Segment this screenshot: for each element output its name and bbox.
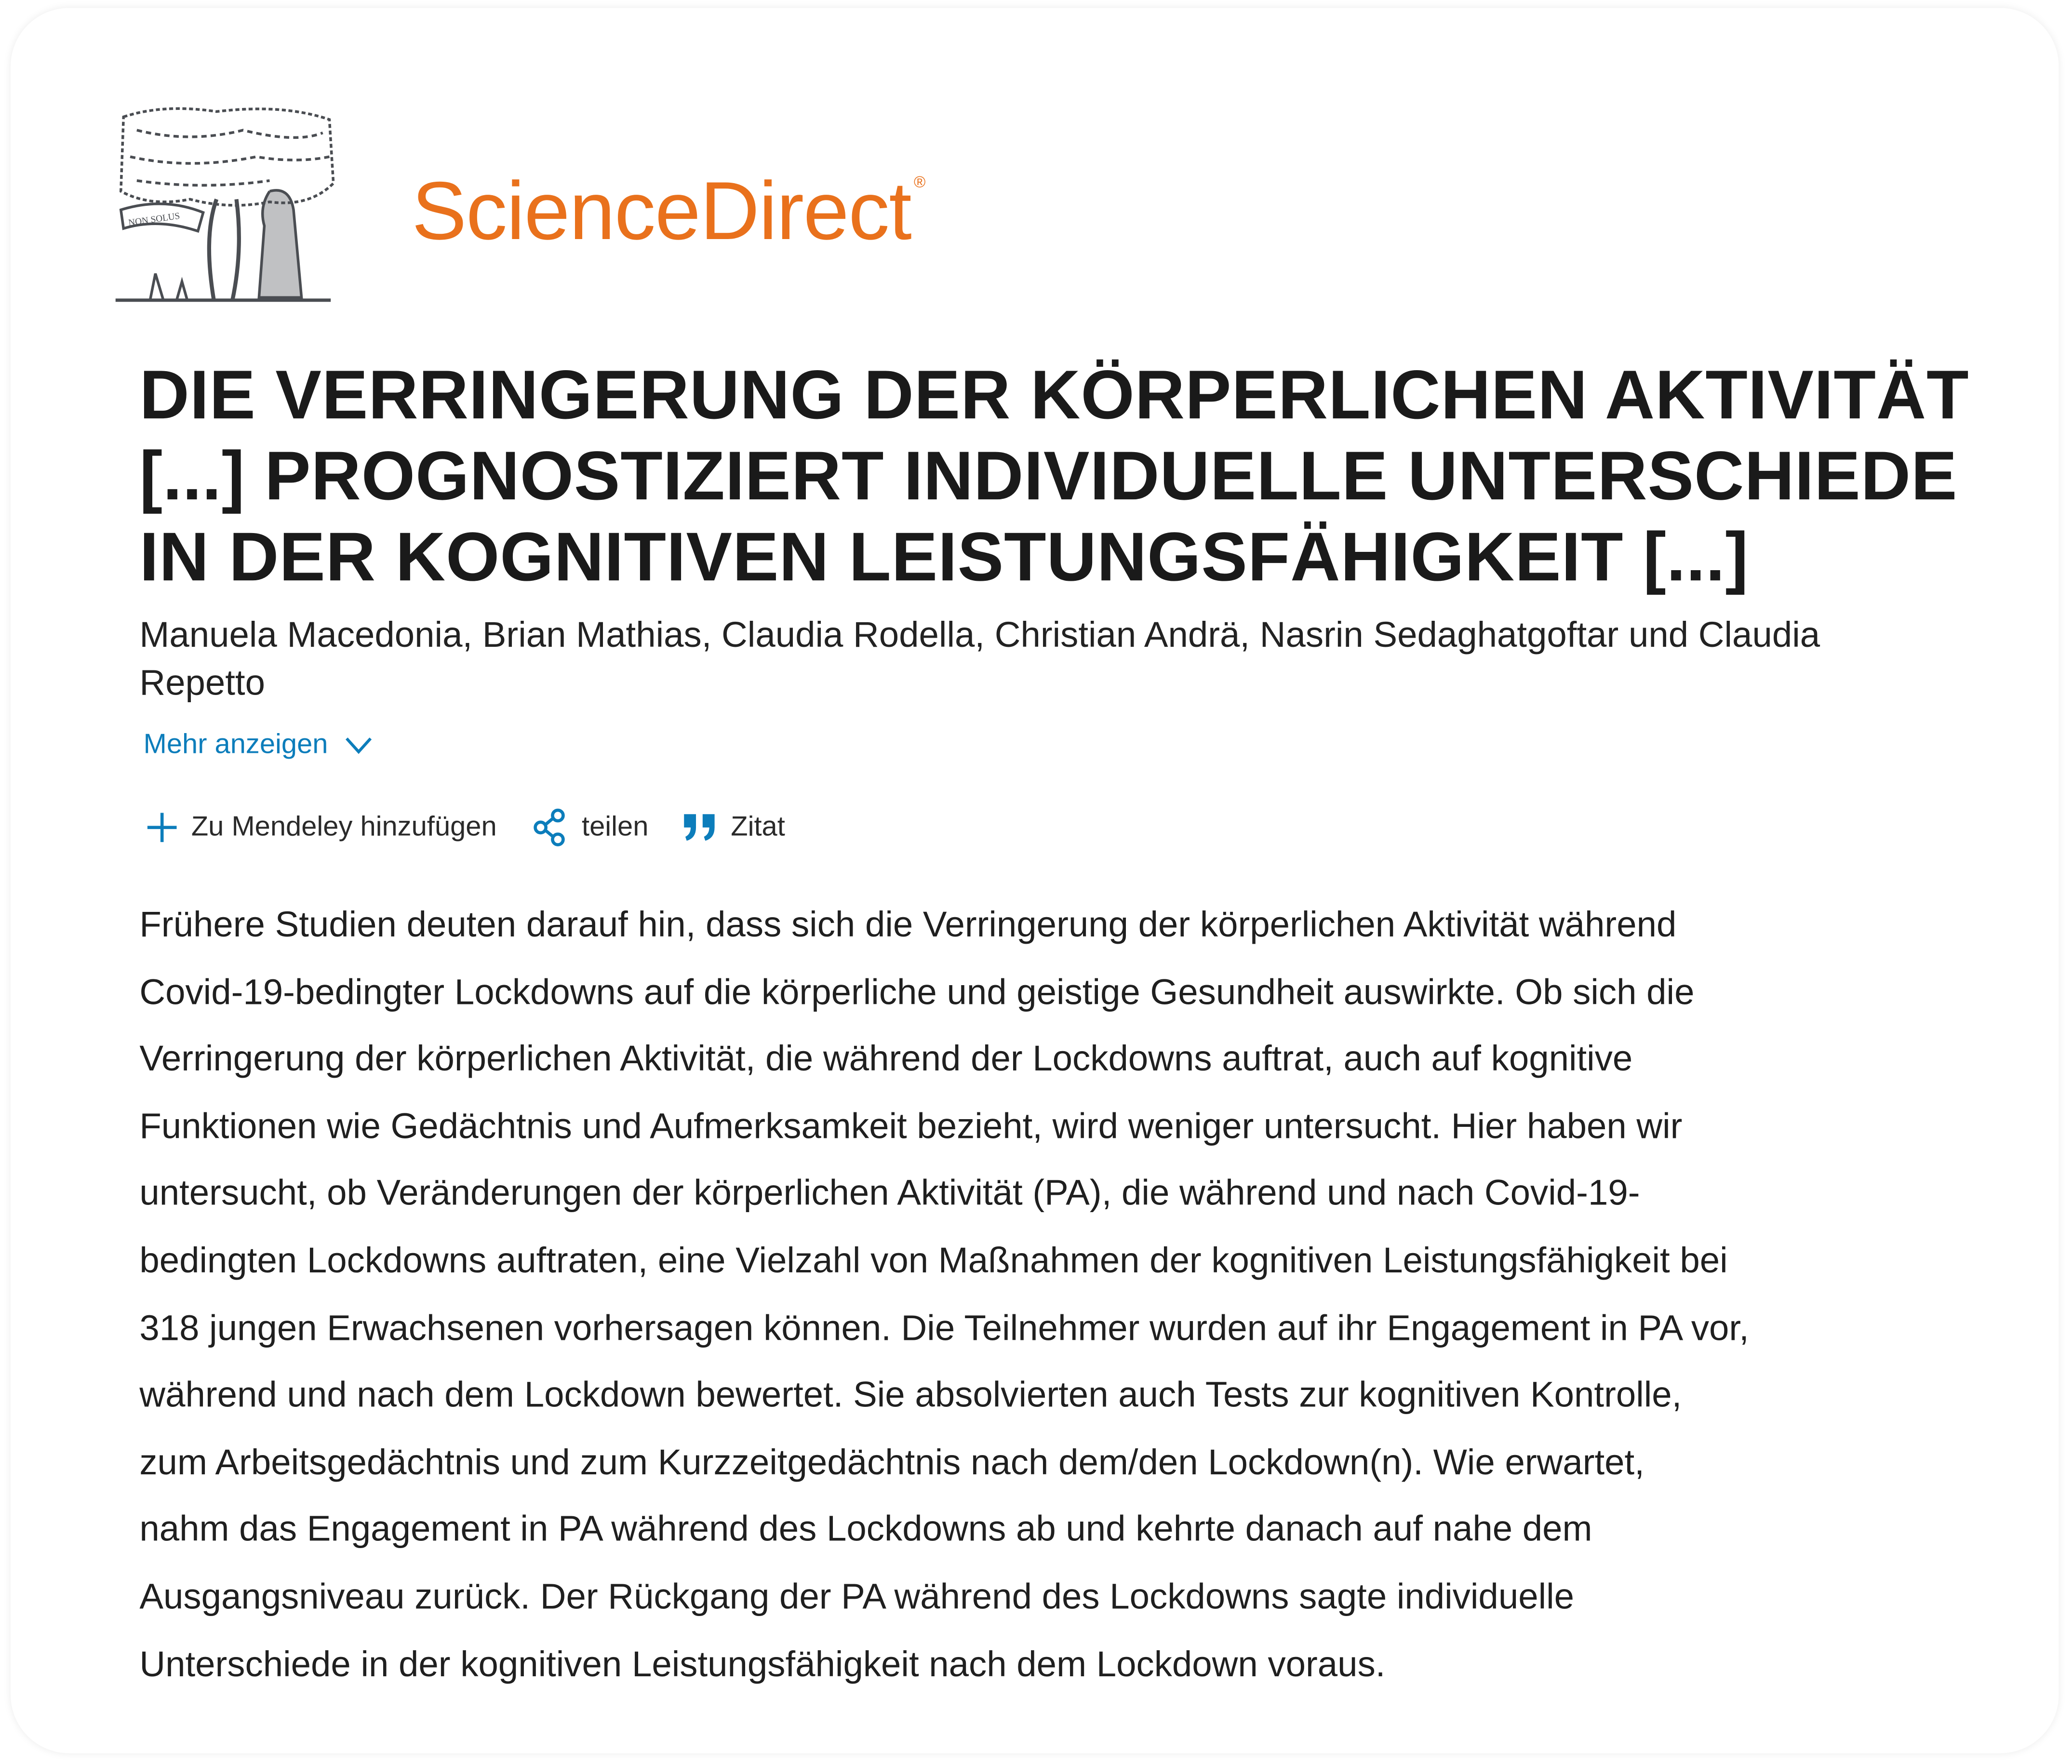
share-label: teilen <box>582 811 649 842</box>
article-actions <box>146 808 819 848</box>
share-icon <box>531 808 568 848</box>
show-more-label: Mehr anzeigen <box>143 729 328 760</box>
add-to-mendeley-label: Zu Mendeley hinzufügen <box>191 811 497 842</box>
abstract-line: Unterschiede in der kognitiven Leistungsfähigkeit nach dem Lockdown voraus. <box>139 1644 1386 1684</box>
abstract-line: bedingten Lockdowns auftraten, eine Vielzahl von Maßnahmen der kognitiven Leistungsfähigkeit bei <box>139 1240 1728 1281</box>
add-to-mendeley-button[interactable] <box>146 812 497 843</box>
abstract-line: Frühere Studien deuten darauf hin, dass sich die Verringerung der körperlichen Aktivität während <box>139 904 1677 945</box>
elsevier-tree-logo <box>110 104 336 306</box>
abstract-line: Ausgangsniveau zurück. Der Rückgang der PA während des Lockdowns sagte individuelle <box>139 1576 1575 1617</box>
abstract <box>139 891 1749 1697</box>
title-line: [...] PROGNOSTIZIERT INDIVIDUELLE UNTERSCHIEDE <box>139 438 1958 516</box>
show-more-button[interactable] <box>144 729 374 761</box>
article-card <box>11 8 2059 1753</box>
cite-label: Zitat <box>731 811 785 842</box>
sciencedirect-logo[interactable] <box>412 165 925 259</box>
chevron-down-icon <box>344 736 374 755</box>
abstract-line: zum Arbeitsgedächtnis und zum Kurzzeitgedächtnis nach dem/den Lockdown(n). Wie erwartet, <box>139 1442 1644 1482</box>
cite-button[interactable] <box>683 812 785 843</box>
abstract-line: 318 jungen Erwachsenen vorhersagen können. Die Teilnehmer wurden auf ihr Engagement in PA vor, <box>139 1308 1749 1348</box>
article-title <box>139 356 1969 599</box>
brand-name: ScienceDirect <box>412 166 911 258</box>
author-list: Manuela Macedonia, Brian Mathias, Claudia Rodella, Christian Andrä, Nasrin Sedaghatgoftar und Claudia Repetto <box>139 615 1820 703</box>
abstract-line: Verringerung der körperlichen Aktivität, die während der Lockdowns auftrat, auch auf kognitive <box>139 1039 1633 1079</box>
plus-icon <box>146 812 178 843</box>
abstract-line: während und nach dem Lockdown bewertet. Sie absolvierten auch Tests zur kognitiven Kontrolle, <box>139 1375 1682 1415</box>
quote-icon <box>683 812 718 843</box>
title-line: DIE VERRINGERUNG DER KÖRPERLICHEN AKTIVITÄT <box>139 357 1969 435</box>
title-line: IN DER KOGNITIVEN LEISTUNGSFÄHIGKEIT [...] <box>139 519 1749 597</box>
abstract-line: untersucht, ob Veränderungen der körperlichen Aktivität (PA), die während und nach Covid-19- <box>139 1173 1640 1214</box>
svg-text:NON SOLUS: NON SOLUS <box>128 211 181 228</box>
share-button[interactable] <box>531 808 648 848</box>
registered-mark: ® <box>913 173 925 191</box>
abstract-line: Funktionen wie Gedächtnis und Aufmerksamkeit bezieht, wird weniger untersucht. Hier haben wir <box>139 1106 1683 1146</box>
abstract-line: nahm das Engagement in PA während des Lockdowns ab und kehrte danach auf nahe dem <box>139 1509 1592 1550</box>
abstract-line: Covid-19-bedingter Lockdowns auf die körperliche und geistige Gesundheit auswirkte. Ob sich die <box>139 972 1695 1012</box>
